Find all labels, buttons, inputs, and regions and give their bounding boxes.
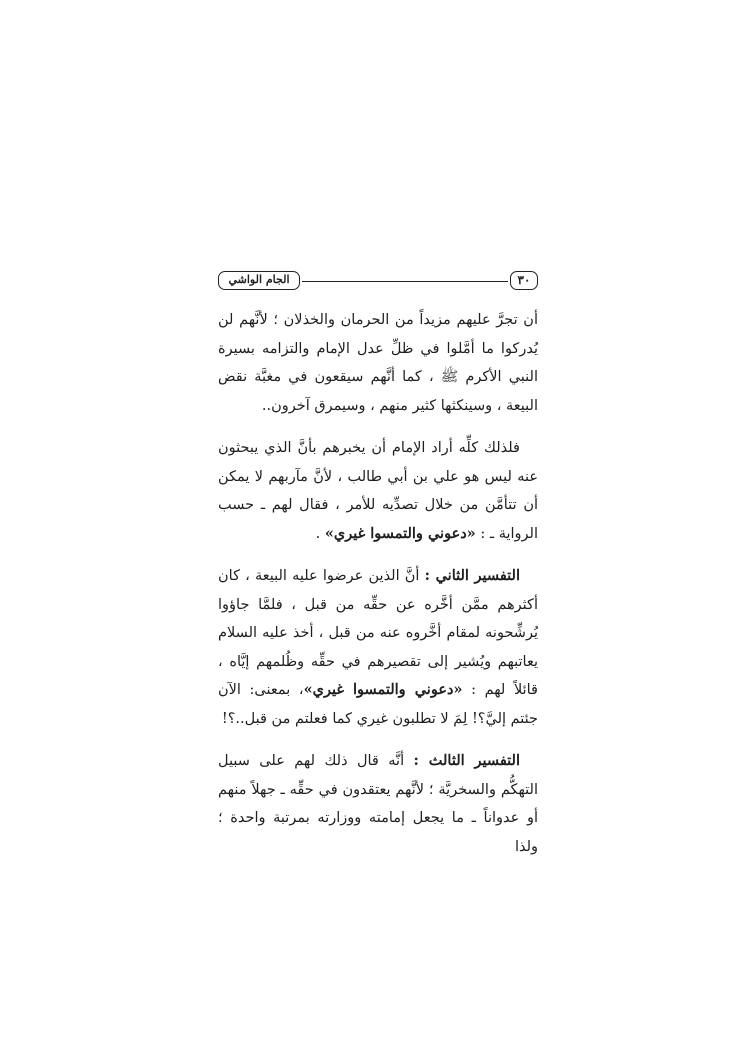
paragraph-text-end: ، بمعنى: الآن جئتم إليَّ؟! لِمَ لا تطلبون غيري كما فعلتم من قبل..؟! bbox=[218, 682, 538, 727]
paragraph-1 bbox=[218, 306, 538, 420]
paragraph-4 bbox=[218, 747, 538, 861]
quote: «دعوني والتمسوا غيري» bbox=[324, 524, 476, 542]
paragraph-text: فلذلك كلِّه أراد الإمام أن يخبرهم بأنَّ الذي يبحثون عنه ليس هو علي بن أبي طالب ، لأنَّ مآربهم لا يمكن أن تتأمَّن من خلال تصدِّيه للأمر ، فقال لهم ـ حسب الرواية ـ : bbox=[218, 440, 538, 542]
paragraph-3 bbox=[218, 562, 538, 733]
running-header bbox=[218, 270, 538, 292]
page-number: ٣٠ bbox=[510, 271, 538, 290]
paragraph-text: أنَّه قال ذلك لهم على سبيل التهكُّم والسخريَّة ؛ لأنَّهم يعتقدون في حقِّه ـ جهلاً منهم أو عدواناً ـ ما يجعل إمامته ووزارته بمرتبة واحدة ؛ ولذا bbox=[218, 753, 538, 855]
section-label: التفسير الثاني : bbox=[424, 567, 521, 584]
book-title: الجام الواشي bbox=[218, 271, 300, 290]
paragraph-2 bbox=[218, 434, 538, 548]
header-rule bbox=[302, 281, 508, 282]
paragraph-text-end: . bbox=[315, 525, 325, 542]
paragraph-text: أن تجرَّ عليهم مزيداً من الحرمان والخذلان ؛ لأنَّهم لن يُدركوا ما أمَّلوا في ظلِّ عدل الإمام والتزامه بسيرة النبي الأكرم ﷺ ، كما أنَّهم سيقعون في مغبَّة نقض البيعة ، وسينكثها كثير منهم ، وسيمرق آخرون.. bbox=[218, 312, 538, 414]
body-text bbox=[218, 306, 538, 875]
paragraph-text: أنَّ الذين عرضوا عليه البيعة ، كان أكثرهم ممَّن أخَّره عن حقِّه من قبل ، فلمَّا جاؤوا يُرشِّحونه لمقام أخَّروه عنه من قبل ، أخذ عليه السلام يعاتبهم ويُشير إلى تقصيرهم في حقِّه وظُلمهم إيَّاه ، قائلاً لهم : bbox=[218, 568, 538, 698]
quote: «دعوني والتمسوا غيري» bbox=[303, 681, 463, 698]
section-label: التفسير الثالث : bbox=[413, 752, 520, 769]
